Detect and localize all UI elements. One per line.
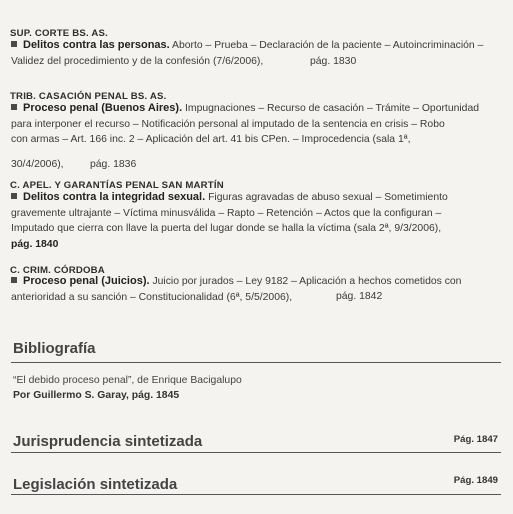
case-subject: Proceso penal (Buenos Aires). (23, 102, 183, 114)
bullet-square-icon (11, 41, 17, 47)
case-text: para interponer el recurso – Notificación personal al imputado de la sentencia en crisis – Robo (11, 118, 445, 130)
page-reference: pág. 1840 (11, 238, 59, 250)
case-text: Impugnaciones – Recurso de casación – Trámite – Oportunidad (185, 103, 480, 114)
case-entry (11, 190, 501, 252)
bibliography-work: “El debido proceso penal”, de Enrique Bacigalupo (13, 375, 242, 386)
bibliography-author: Por Guillermo S. Garay, pág. 1845 (13, 390, 180, 401)
section-divider (11, 494, 501, 495)
case-text: Imputado que cierra con llave la puerta del lugar donde se halla la víctima (sala 2ª, 9/3/2006), (11, 223, 442, 234)
case-subject: Delitos contra las personas. (23, 39, 170, 51)
court-heading: C. APEL. Y GARANTÍAS PENAL SAN MARTÍN (10, 180, 224, 191)
case-text: Figuras agravadas de abuso sexual – Sometimiento (208, 192, 448, 203)
jurisprudencia-page: Pág. 1847 (453, 434, 498, 445)
page-reference: pág. 1830 (310, 56, 357, 67)
case-text: anterioridad a su sanción – Constitucionalidad (6ª, 5/5/2006), (11, 291, 293, 303)
page-reference: pág. 1836 (90, 159, 137, 170)
jurisprudencia-title: Jurisprudencia sintetizada (13, 433, 203, 450)
case-text: Aborto – Prueba – Declaración de la paciente – Autoincriminación – (172, 40, 484, 51)
legislacion-title: Legislación sintetizada (13, 476, 178, 493)
case-subject: Proceso penal (Juicios). (23, 275, 150, 287)
case-text: gravemente ultrajante – Víctima minusválida – Rapto – Retención – Actos que la configuran – (11, 207, 442, 219)
section-divider (11, 452, 501, 453)
legislacion-page: Pág. 1849 (453, 475, 498, 486)
bullet-square-icon (11, 277, 17, 283)
case-text: Validez del procedimiento y de la confesión (7/6/2006), (11, 55, 264, 67)
case-text: con armas – Art. 166 inc. 2 – Aplicación del art. 41 bis CPen. – Improcedencia (sala 1ª, (11, 134, 411, 145)
bullet-square-icon (11, 104, 17, 110)
case-subject: Delitos contra la integridad sexual. (23, 191, 206, 203)
court-heading: TRIB. CASACIÓN PENAL BS. AS. (10, 91, 167, 102)
page-reference: pág. 1842 (336, 291, 383, 302)
case-entry (11, 274, 501, 305)
court-heading: SUP. CORTE BS. AS. (10, 28, 108, 39)
case-entry (11, 101, 501, 148)
case-text: Juicio por jurados – Ley 9182 – Aplicación a hechos cometidos con (152, 276, 462, 287)
bibliografia-title: Bibliografía (13, 340, 96, 357)
case-text: 30/4/2006), (11, 159, 64, 170)
bullet-square-icon (11, 193, 17, 199)
section-divider (11, 362, 501, 363)
case-entry (11, 38, 501, 69)
court-heading: C. CRIM. CÓRDOBA (10, 265, 105, 276)
